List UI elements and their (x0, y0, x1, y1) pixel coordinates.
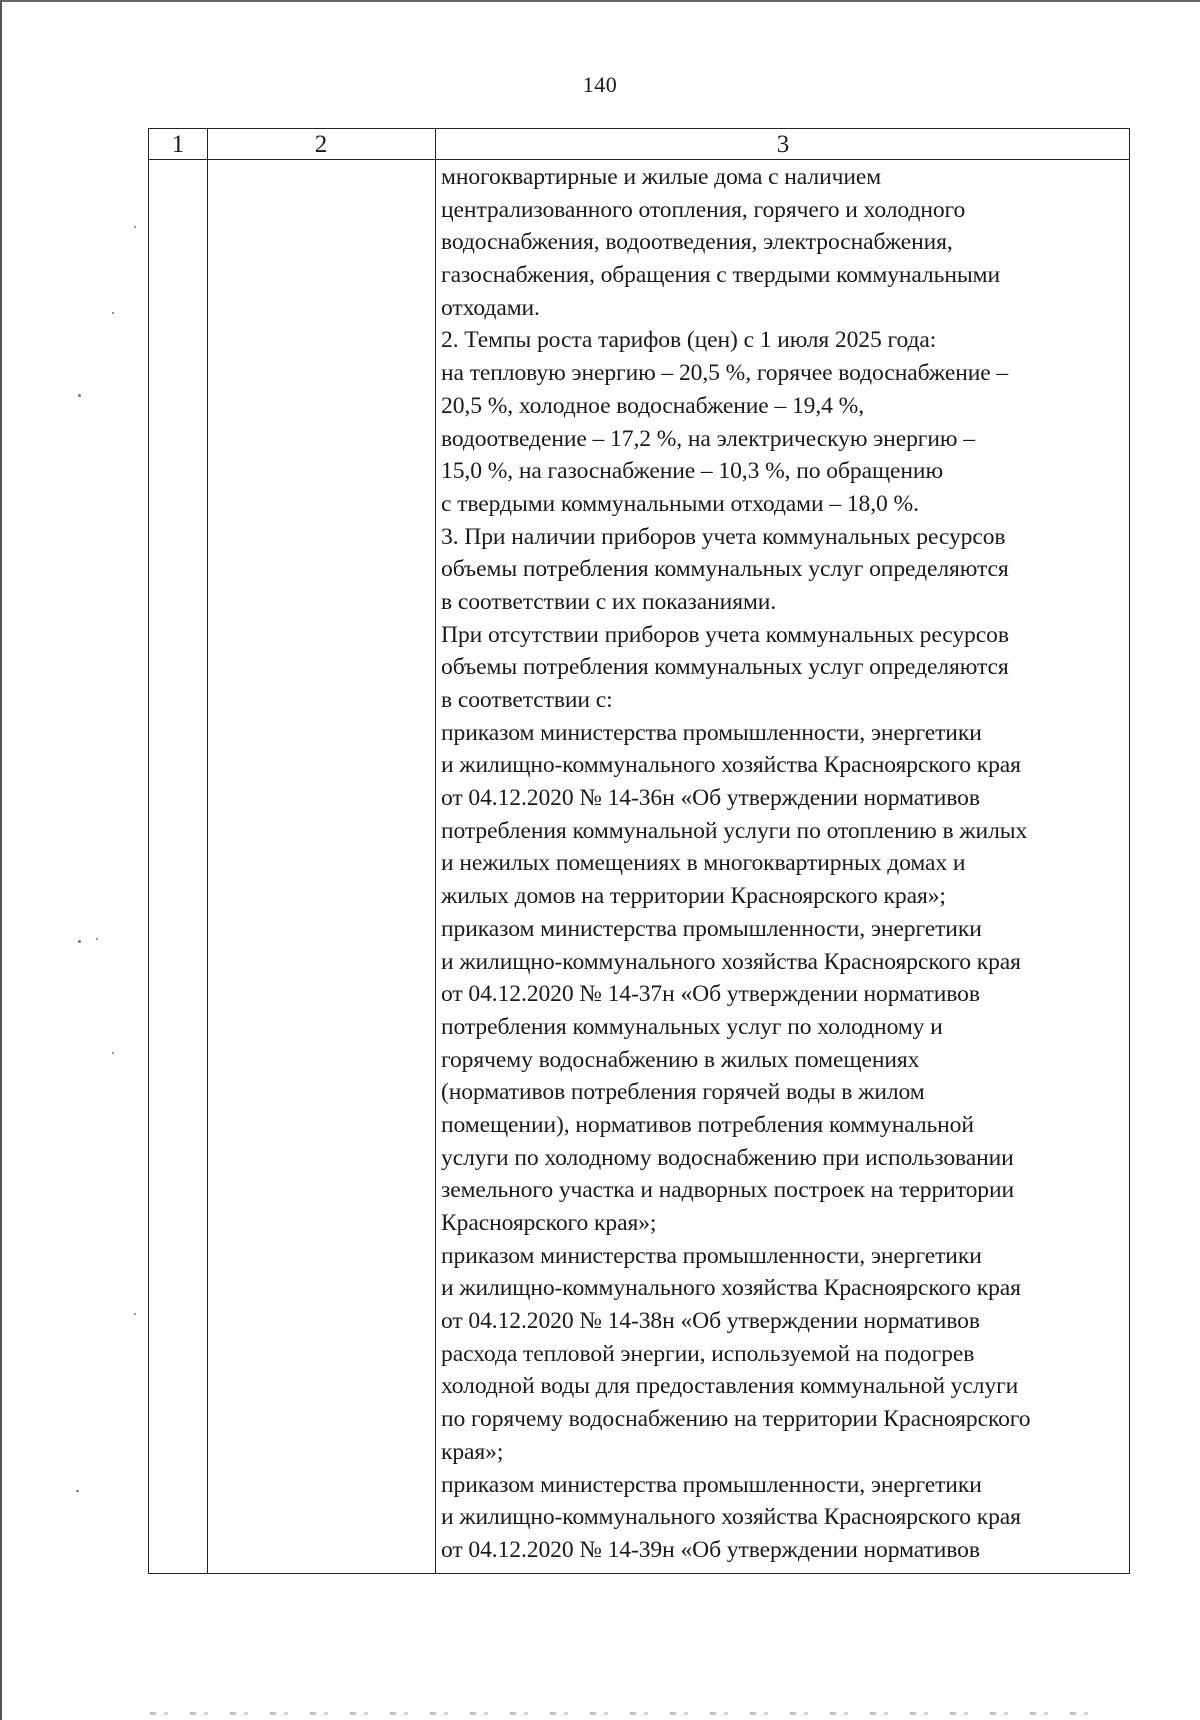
text-line: жилых домов на территории Красноярского края»; (441, 883, 946, 910)
text-line: от 04.12.2020 № 14-39н «Об утверждении нормативов (441, 1536, 980, 1563)
text-line: При отсутствии приборов учета коммунальных ресурсов (441, 621, 1009, 648)
text-line: края»; (441, 1438, 504, 1465)
column-header-2: 2 (314, 131, 328, 158)
text-line: с твердыми коммунальными отходами – 18,0 %. (441, 490, 919, 517)
text-line: на тепловую энергию – 20,5 %, горячее водоснабжение – (441, 360, 1009, 387)
column-divider-1 (207, 129, 208, 1573)
text-line: и жилищно-коммунального хозяйства Красноярского края (441, 752, 1021, 779)
text-line: горячему водоснабжению в жилых помещениях (441, 1046, 920, 1073)
text-line: земельного участка и надворных построек на территории (441, 1177, 1015, 1204)
scan-speck (112, 1052, 114, 1054)
text-line: потребления коммунальных услуг по холодному и (441, 1013, 943, 1040)
text-line: объемы потребления коммунальных услуг определяются (441, 556, 1009, 583)
scan-speck (112, 312, 114, 314)
scan-speck (134, 226, 136, 228)
text-line: холодной воды для предоставления коммунальной услуги (441, 1373, 1019, 1400)
text-line: в соответствии с их показаниями. (441, 588, 777, 615)
column-header-3: 3 (776, 131, 790, 158)
text-line: расхода тепловой энергии, используемой на подогрев (441, 1340, 975, 1367)
text-line: потребления коммунальной услуги по отоплению в жилых (441, 817, 1028, 844)
text-line: Красноярского края»; (441, 1210, 657, 1236)
column-divider-2 (435, 129, 436, 1573)
text-line: от 04.12.2020 № 14-38н «Об утверждении нормативов (441, 1308, 980, 1335)
text-line: услуги по холодному водоснабжению при использовании (441, 1144, 1014, 1171)
text-line: помещении), нормативов потребления коммунальной (441, 1111, 974, 1138)
column-3-text (441, 161, 1131, 1567)
text-line: водоснабжения, водоотведения, электроснабжения, (441, 229, 953, 256)
text-line: водоотведение – 17,2 %, на электрическую энергию – (441, 425, 975, 452)
scan-speck (76, 1490, 79, 1492)
text-line: централизованного отопления, горячего и холодного (441, 196, 966, 223)
text-line: в соответствии с: (441, 687, 613, 713)
text-line: 3. При наличии приборов учета коммунальных ресурсов (441, 523, 1006, 550)
text-line: объемы потребления коммунальных услуг определяются (441, 654, 1009, 681)
text-line: приказом министерства промышленности, энергетики (441, 1471, 982, 1498)
text-line: приказом министерства промышленности, энергетики (441, 719, 982, 746)
scan-bottom-edge (150, 1712, 1110, 1715)
text-line: и нежилых помещениях в многоквартирных домах и (441, 850, 966, 877)
text-line: 20,5 %, холодное водоснабжение – 19,4 %, (441, 392, 864, 419)
text-line: 15,0 %, на газоснабжение – 10,3 %, по обращению (441, 458, 943, 485)
text-line: (нормативов потребления горячей воды в жилом (441, 1079, 925, 1106)
text-line: приказом министерства промышленности, энергетики (441, 1242, 982, 1269)
text-line: отходами. (441, 294, 540, 321)
text-line: приказом министерства промышленности, энергетики (441, 915, 982, 942)
scan-speck (134, 1313, 136, 1315)
scan-speck (78, 394, 81, 397)
column-header-1: 1 (171, 131, 185, 158)
table-header-row (149, 129, 1129, 160)
text-line: от 04.12.2020 № 14-37н «Об утверждении нормативов (441, 981, 980, 1008)
text-line: и жилищно-коммунального хозяйства Красноярского края (441, 948, 1021, 975)
text-line: многоквартирные и жилые дома с наличием (441, 164, 882, 190)
text-line: от 04.12.2020 № 14-36н «Об утверждении нормативов (441, 785, 980, 812)
text-line: и жилищно-коммунального хозяйства Красноярского края (441, 1504, 1021, 1531)
document-table (148, 128, 1130, 1574)
text-line: по горячему водоснабжению на территории Красноярского (441, 1406, 1031, 1433)
text-line: 2. Темпы роста тарифов (цен) с 1 июля 2025 года: (441, 327, 937, 354)
page-number: 140 (582, 72, 618, 97)
scan-speck (78, 940, 81, 943)
text-line: и жилищно-коммунального хозяйства Красноярского края (441, 1275, 1021, 1302)
scan-speck (96, 938, 98, 940)
text-line: газоснабжения, обращения с твердыми коммунальными (441, 262, 1000, 289)
